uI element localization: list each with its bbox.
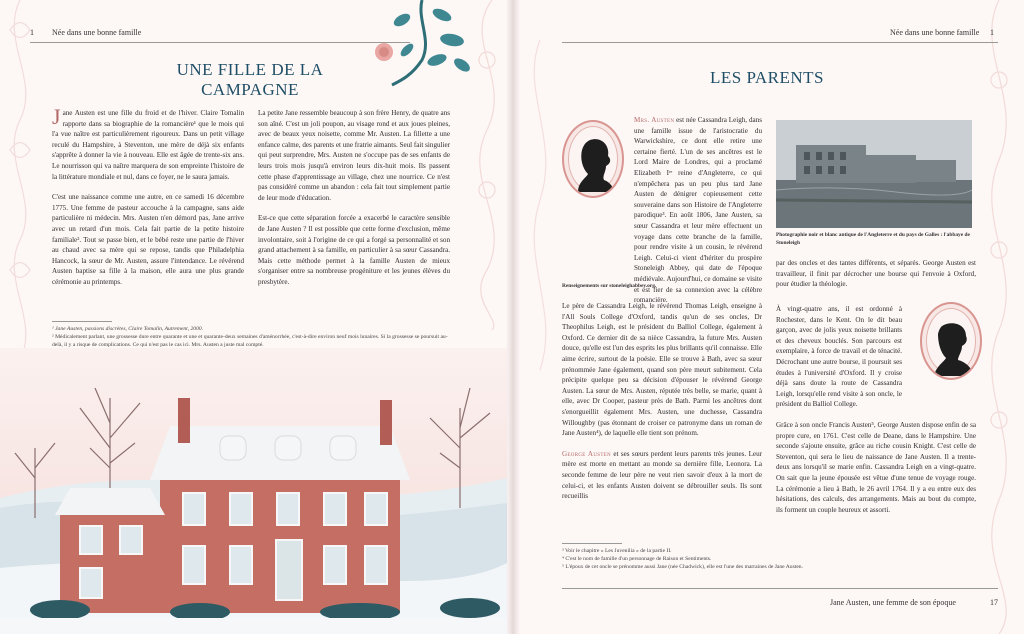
- floral-ornament: [362, 0, 502, 90]
- right-page: [512, 0, 1024, 634]
- right-column-1: [562, 115, 762, 306]
- footnote: ⁴ C'est le nom de famille d'un personnage de Raison et Sentiments.: [562, 556, 712, 562]
- stoneleigh-abbey-photo: [776, 120, 972, 228]
- page-number: 1: [990, 28, 994, 37]
- footer-title: Jane Austen, une femme de son époque: [830, 598, 956, 607]
- section-title-right: LES PARENTS: [710, 68, 824, 87]
- left-column-2: [258, 108, 450, 298]
- footnote: ¹ Jane Austen, passions discrètes, Claire Tomalin, Autrement, 2000.: [52, 326, 204, 332]
- paragraph: par des oncles et des tantes différents, et séparés. George Austen est travailleur, il finit par décrocher une bourse qui l'envoie à Oxford, pour étudier la théologie.: [776, 259, 976, 289]
- paragraph-text: est née Cassandra Leigh, dans une famille issue de l'aristocratie du Warwickshire, ce dont elle retire une certaine fierté. L'un de ses ancêtres est le Lord Maire de Londres, qui a proclamé Elizabeth Iʳᵉ reine d'Angleterre, ce qui n'empêchera pas un peu plus tard Jane Austen de dénigrer copieusement cette souveraine dans son Histoire de l'Angleterre parodique³. En août 1806, Jane Austen, sa sœur Cassandra et leur mère effectuent un voyage dans cette branche de la famille, pour rendre visite à un cousin, le révérend Leigh. Celui-ci vient d'hériter du prospère Stoneleigh Abbey, qui date de l'époque médiévale. Aujourd'hui, ce domaine se visite et est fier de sa connexion avec la célèbre romancière.: [634, 116, 762, 305]
- abbey-image: [776, 120, 972, 228]
- portrait-medallion-george-austen: [920, 302, 982, 380]
- paragraph-text: et ses sœurs perdent leurs parents très jeunes. Leur mère est morte en mettant au monde sa dernière fille, Leonora. La seconde femme de leur père ne veut rien savoir d'eux à la mort de celui-ci, et les enfants Austen doivent se débrouiller seuls. Ils sont recueillis: [562, 449, 762, 501]
- header-rule: [562, 42, 998, 43]
- book-gutter: [506, 0, 520, 634]
- dropcap: J: [52, 104, 61, 129]
- page-number: 1: [30, 28, 34, 37]
- paragraph: C'est une naissance comme une autre, en ce samedi 16 décembre 1775. Une femme de pasteur accouche à la campagne, sans aide particulière ni médecin. Mrs. Austen n'en démord pas, Jane arrive avec un retard d'un mois. Cela fait partie de la petite histoire familiale². Tout se passe bien, et le bébé reste une partie de l'hiver au chaud avec sa mère qui se repose, tandis que Philadelphia Hancock, la sœur de Mr. Austen, assure l'intendance. Le révérend Austen baptise sa fille à la maison, elle aura une plus grande cérémonie au printemps.: [52, 193, 244, 286]
- right-column-2: [776, 258, 976, 300]
- running-head: Née dans une bonne famille: [52, 28, 142, 37]
- footnote-rule: [52, 321, 112, 322]
- section-title-left: UNE FILLE DE LA CAMPAGNE: [176, 60, 324, 99]
- right-column-1-lower: [562, 301, 762, 512]
- paragraph: La petite Jane ressemble beaucoup à son frère Henry, de quatre ans son aîné. C'est un joli poupon, au visage rond et aux joues pleines, avec de beaux yeux noisette, comme Mr. Austen. La fillette a une enfance calme, des parents et une fratrie aimants. Seul fait singulier qui peut surprendre, Mrs. Austen ne s'occupe pas de ses enfants de leurs trois mois jusqu'à environ leurs dix-huit mois. Ils passent cette phase d'apprentissage au village, chez une nourrice. Ce n'est pas considéré comme un abandon : cela fait tout simplement partie de leur mode d'éducation.: [258, 109, 450, 202]
- right-column-2-lower: [776, 420, 976, 525]
- running-head: Née dans une bonne famille: [890, 28, 980, 37]
- paragraph: À vingt-quatre ans, il est ordonné à Rochester, dans le Kent. On le dit beau garçon, avec de jolis yeux noisette brillants et des cheveux bouclés. Son parcours est exemplaire, à force de travail et de ténacité. Décrochant une autre bourse, il poursuit ses études à l'université d'Oxford. Il y croise déjà sans doute la route de Cassandra Leigh, lorsqu'elle rend visite à son oncle, le président du Balliol College.: [776, 305, 902, 409]
- damask-pattern-right-inner: [520, 0, 560, 634]
- source-credit: Renseignements sur stoneleighabbey.org.: [562, 283, 657, 289]
- footnote-rule: [562, 543, 622, 544]
- paragraph: Est-ce que cette séparation forcée a exacerbé le caractère sensible de Jane Austen ? Il est possible que cette forme d'exclusion, même involontaire, soit à l'origine de ce qui a forgé sa personnalité et son grand attachement à sa famille, en particulier à sa sœur Cassandra. Mais cette méthode permet à la famille Austen de mieux s'organiser entre sa nombreuse progéniture et les jeunes élèves du presbytère.: [258, 214, 450, 286]
- paragraph: ane Austen est une fille du froid et de l'hiver. Claire Tomalin rapporte dans sa biographie de la romancière¹ que le mois qui l'a vue naître est particulièrement rigoureux. Dans un petit village reculé du Hampshire, à Steventon, une mère de déjà six enfants s'apprête à donner la vie à nouveau. Elle est âgée de trente-six ans. Le nourrisson qui va naître marquera de son empreinte l'histoire de la littérature mondiale et nul, dans ce foyer, ne le saura jamais.: [52, 109, 244, 181]
- silhouette-icon: [922, 304, 982, 380]
- house-illustration: [0, 328, 507, 634]
- footnotes-right: [562, 547, 962, 571]
- photo-caption: Photographie noir et blanc antique de l'Angleterre et du pays de Galles : l'abbaye de Stoneleigh: [776, 232, 970, 246]
- footnote: ² Médicalement parlant, une grossesse dure entre quarante et une et quarante-deux semaines d'aménorrhée, c'est-à-dire environ neuf mois lunaires. Si la grossesse se poursuit au-delà, il y a risque de complications. Ce qui n'est pas le cas ici. Mrs. Austen a juste mal compté.: [52, 334, 448, 348]
- left-column-1: [52, 104, 244, 298]
- paragraph: Grâce à son oncle Francis Austen⁵, George Austen dispose enfin de sa propre cure, en 1761. C'est celle de Deane, dans le Hampshire. Une seconde s'ajoute ensuite, grâce au riche cousin Knight. C'est celle de Steventon, qui sera le lieu de naissance de Jane Austen. Il a trente-deux ans lorsqu'il se marie enfin. Cassandra Leigh en a vingt-quatre. On sait que la jeune épousée est vêtue d'une tenue de voyage rouge. La cérémonie a lieu à Bath, le 26 avril 1764. Il y a eu entre eux des hésitations, des calculs, des arrangements. Mais au bout du compte, ils forment un couple heureux et assorti.: [776, 421, 976, 514]
- lead-name: Mrs. Austen: [634, 116, 675, 124]
- intro-paragraph: [634, 115, 762, 306]
- lead-name: George Austen: [562, 449, 611, 458]
- footnote: ³ Voir le chapitre « Les Juvenilia » de la partie II.: [562, 548, 672, 554]
- footer-rule: [562, 588, 998, 589]
- paragraph: [562, 449, 762, 502]
- header-rule: [30, 42, 410, 43]
- damask-pattern-right: [974, 0, 1024, 634]
- paragraph: Le père de Cassandra Leigh, le révérend Thomas Leigh, enseigne à l'All Souls College d'Oxford, tandis qu'un de ses oncles, Dr Theophilus Leigh, est le président du Balliol College, également à Oxford. Ce dernier dit de sa nièce Cassandra, la future Mrs. Austen douce, qu'elle est l'un des esprits les plus brillants qu'il connaisse. Elle aime écrire, surtout de la poésie. Elle se trouve à Bath, avec sa sœur prénommée Jane également, quand son père meurt subitement. Cela précipite quelque peu sa décision d'épouser le révérend George Austen. La sœur de Mrs. Austen, réputée très belle, se marie, quant à elle, avec Dr Cooper, pasteur près de Bath. Parmi les ancêtres dont s'enorgueillit également Mrs. Austen, une duchesse, Cassandra Willoughby (pas étonnant de croiser ce patronyme dans un roman de Jane Austen⁴), de laquelle elle tient son prénom.: [562, 302, 762, 438]
- footnote: ⁵ L'époux de cet oncle se prénomme aussi Jane (née Chadwick), elle est l'une des marraines de Jane Austen.: [562, 564, 803, 570]
- footer-page-number: 17: [990, 598, 998, 607]
